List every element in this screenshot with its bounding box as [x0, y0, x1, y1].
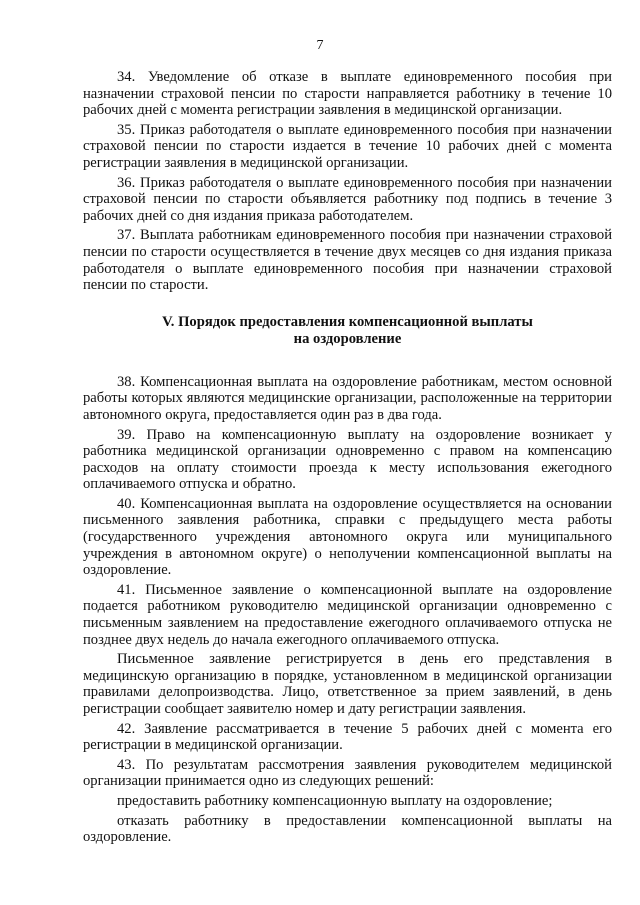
- section-heading: [83, 314, 612, 348]
- paragraph-34: 34. Уведомление об отказе в выплате единовременного пособия при назначении страховой пенсии по старости направляется работнику в течение 10 рабочих дней с момента регистрации заявления в медицинской организации.: [83, 69, 612, 119]
- paragraph-43: 43. По результатам рассмотрения заявления руководителем медицинской организации принимается одно из следующих решений:: [83, 756, 612, 790]
- page-number: 7: [316, 38, 324, 53]
- paragraph-36: 36. Приказ работодателя о выплате единовременного пособия при назначении страховой пенсии по старости объявляется работнику под подпись в течение 3 рабочих дней со дня издания приказа работодателем.: [83, 174, 612, 224]
- paragraph-38: 38. Компенсационная выплата на оздоровление работникам, местом основной работы которых являются медицинские организации, расположенные на территории автономного округа, предоставляется один раз в два года.: [83, 373, 612, 423]
- document-body: [83, 69, 612, 849]
- section-heading-line-2: на оздоровление: [293, 330, 402, 347]
- paragraph-41: 41. Письменное заявление о компенсационной выплате на оздоровление подается работником руководителю медицинской организации одновременно с письменным заявлением на предоставление ежегодного оплачиваемого отпуска не позднее двух недель до начала ежегодного оплачиваемого отпуска.: [83, 581, 612, 648]
- paragraph-41-registration: Письменное заявление регистрируется в день его представления в медицинскую организацию в порядке, установленном в медицинской организации правилами делопроизводства. Лицо, ответственное за прием заявлений, в день регистрации сообщает заявителю номер и дату регистрации заявления.: [83, 651, 612, 717]
- paragraph-37: 37. Выплата работникам единовременного пособия при назначении страховой пенсии по старости осуществляется в течение двух месяцев со дня издания приказа работодателя о выплате единовременного пособия при назначении страховой пенсии по старости.: [83, 227, 612, 294]
- paragraph-35: 35. Приказ работодателя о выплате единовременного пособия при назначении страховой пенсии по старости издается в течение 10 рабочих дней с момента регистрации заявления в медицинской организации.: [83, 121, 612, 171]
- paragraph-42: 42. Заявление рассматривается в течение 5 рабочих дней с момента его регистрации в медицинской организации.: [83, 720, 612, 754]
- paragraph-39: 39. Право на компенсационную выплату на оздоровление возникает у работника медицинской организации одновременно с правом на компенсацию расходов на оплату стоимости проезда к месту использования ежегодного оплачиваемого отпуска и обратно.: [83, 426, 612, 493]
- decision-option-refuse: отказать работнику в предоставлении компенсационной выплаты на оздоровление.: [83, 812, 612, 846]
- section-heading-line-1: V. Порядок предоставления компенсационной выплаты: [162, 313, 533, 330]
- paragraph-40: 40. Компенсационная выплата на оздоровление осуществляется на основании письменного заявления работника, справки с предыдущего места работы (государственного учреждения автономного округа или муниципального учреждения в автономном округе) о неполучении компенсационной выплаты на оздоровление.: [83, 495, 612, 579]
- decision-option-grant: предоставить работнику компенсационную выплату на оздоровление;: [117, 792, 553, 809]
